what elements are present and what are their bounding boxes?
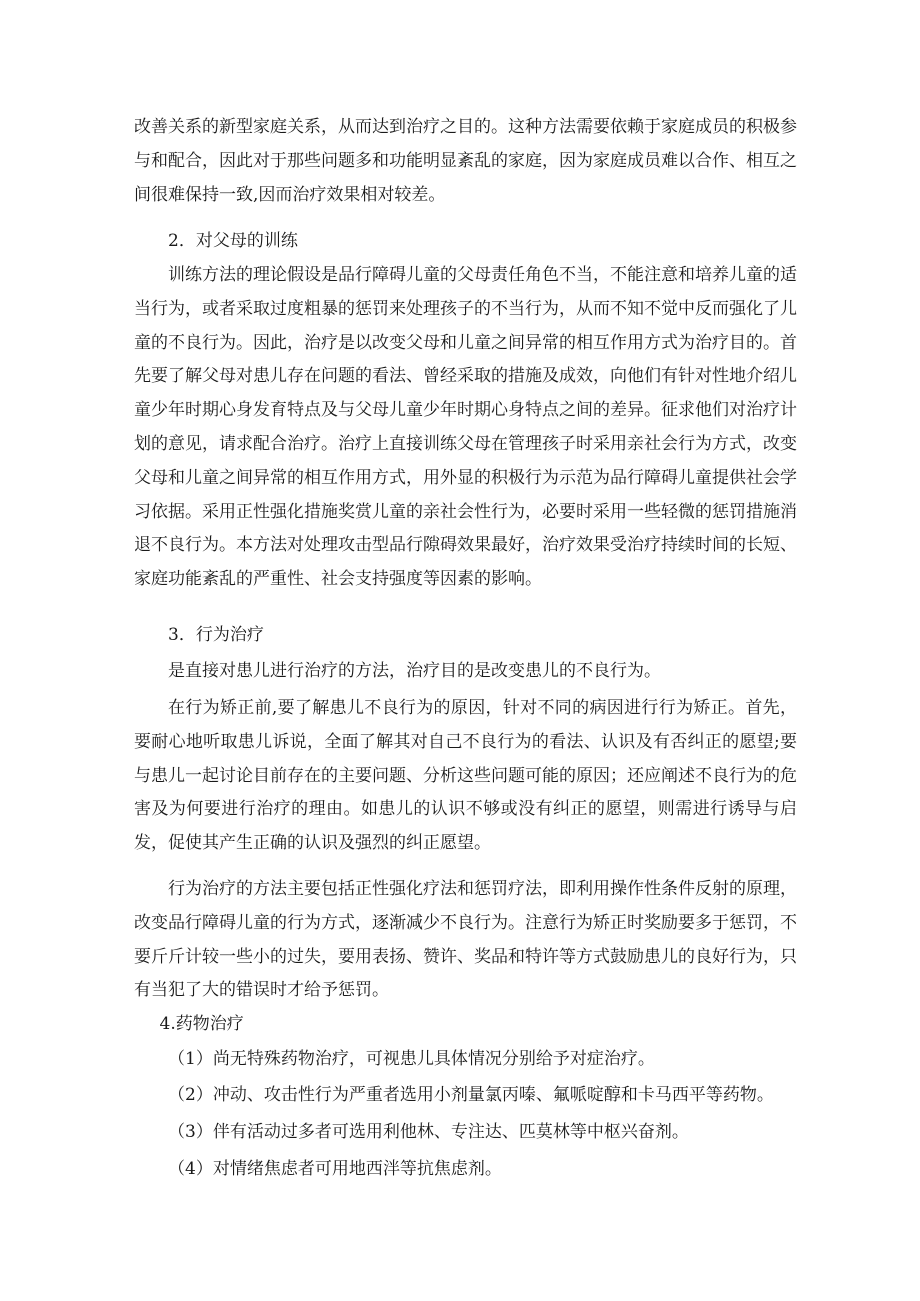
- list-item: （4）对情绪焦虑者可用地西泮等抗焦虑剂。: [168, 1159, 502, 1179]
- heading-parent-training: [134, 225, 797, 259]
- drug-item-2: [134, 1079, 797, 1113]
- paragraph-text: 行为治疗的方法主要包括正性强化疗法和惩罚疗法，即利用操作性条件反射的原理，改变品行障碍儿童的行为方式，逐渐减少不良行为。注意行为矫正时奖励要多于惩罚，不要斤斤计较一些小的过失，要用表扬、赞许、奖品和特许等方式鼓励患儿的良好行为，只有当犯了大的错误时才给予惩罚。: [134, 879, 797, 1001]
- paragraph-behavior-correction: [134, 692, 797, 861]
- paragraph-family-relations: [134, 111, 797, 212]
- paragraph-behavior-intro: [134, 655, 797, 689]
- list-item: （2）冲动、攻击性行为严重者选用小剂量氯丙嗪、氟哌啶醇和卡马西平等药物。: [168, 1085, 774, 1105]
- heading-text: 3．行为治疗: [168, 625, 264, 645]
- drug-item-4: [134, 1153, 797, 1187]
- paragraph-text: 改善关系的新型家庭关系，从而达到治疗之目的。这种方法需要依赖于家庭成员的积极参与和配合，因此对于那些问题多和功能明显紊乱的家庭，因为家庭成员难以合作、相互之间很难保持一致,因而治疗效果相对较差。: [134, 117, 797, 205]
- heading-text: 4.药物治疗: [159, 1014, 244, 1034]
- drug-item-1: [134, 1043, 797, 1077]
- heading-behavior-therapy: [134, 619, 797, 653]
- paragraph-text: 在行为矫正前,要了解患儿不良行为的原因，针对不同的病因进行行为矫正。首先，要耐心地听取患儿诉说，全面了解其对自己不良行为的看法、认识及有否纠正的愿望;要与患儿一起讨论目前存在的主要问题、分析这些问题可能的原因；还应阐述不良行为的危害及为何要进行治疗的理由。如患儿的认识不够或没有纠正的愿望，则需进行诱导与启发，促使其产生正确的认识及强烈的纠正愿望。: [134, 698, 797, 854]
- paragraph-text: 训练方法的理论假设是品行障碍儿童的父母责任角色不当，不能注意和培养儿童的适当行为，或者采取过度粗暴的惩罚来处理孩子的不当行为，从而不知不觉中反而强化了儿童的不良行为。因此，治疗是以改变父母和儿童之间异常的相互作用方式为治疗目的。首先要了解父母对患儿存在问题的看法、曾经采取的措施及成效，向他们有针对性地介绍儿童少年时期心身发育特点及与父母儿童少年时期心身特点之间的差异。征求他们对治疗计划的意见，请求配合治疗。治疗上直接训练父母在管理孩子时采用亲社会行为方式，改变父母和儿童之间异常的相互作用方式，用外显的积极行为示范为品行障碍儿童提供社会学习依据。采用正性强化措施奖赏儿童的亲社会性行为，必要时采用一些轻微的惩罚措施消退不良行为。本方法对处理攻击型品行隙碍效果最好，治疗效果受治疗持续时间的长短、家庭功能紊乱的严重性、社会支持强度等因素的影响。: [134, 265, 797, 590]
- list-item: （1）尚无特殊药物治疗，可视患儿具体情况分别给予对症治疗。: [168, 1049, 655, 1069]
- paragraph-parent-training: [134, 259, 797, 597]
- drug-item-3: [134, 1116, 797, 1150]
- paragraph-text: 是直接对患儿进行治疗的方法，治疗目的是改变患儿的不良行为。: [168, 661, 661, 681]
- heading-drug-therapy: [134, 1008, 797, 1042]
- paragraph-behavior-methods: [134, 873, 797, 1008]
- heading-text: 2．对父母的训练: [168, 231, 298, 251]
- list-item: （3）伴有活动过多者可选用利他林、专注达、匹莫林等中枢兴奋剂。: [168, 1122, 689, 1142]
